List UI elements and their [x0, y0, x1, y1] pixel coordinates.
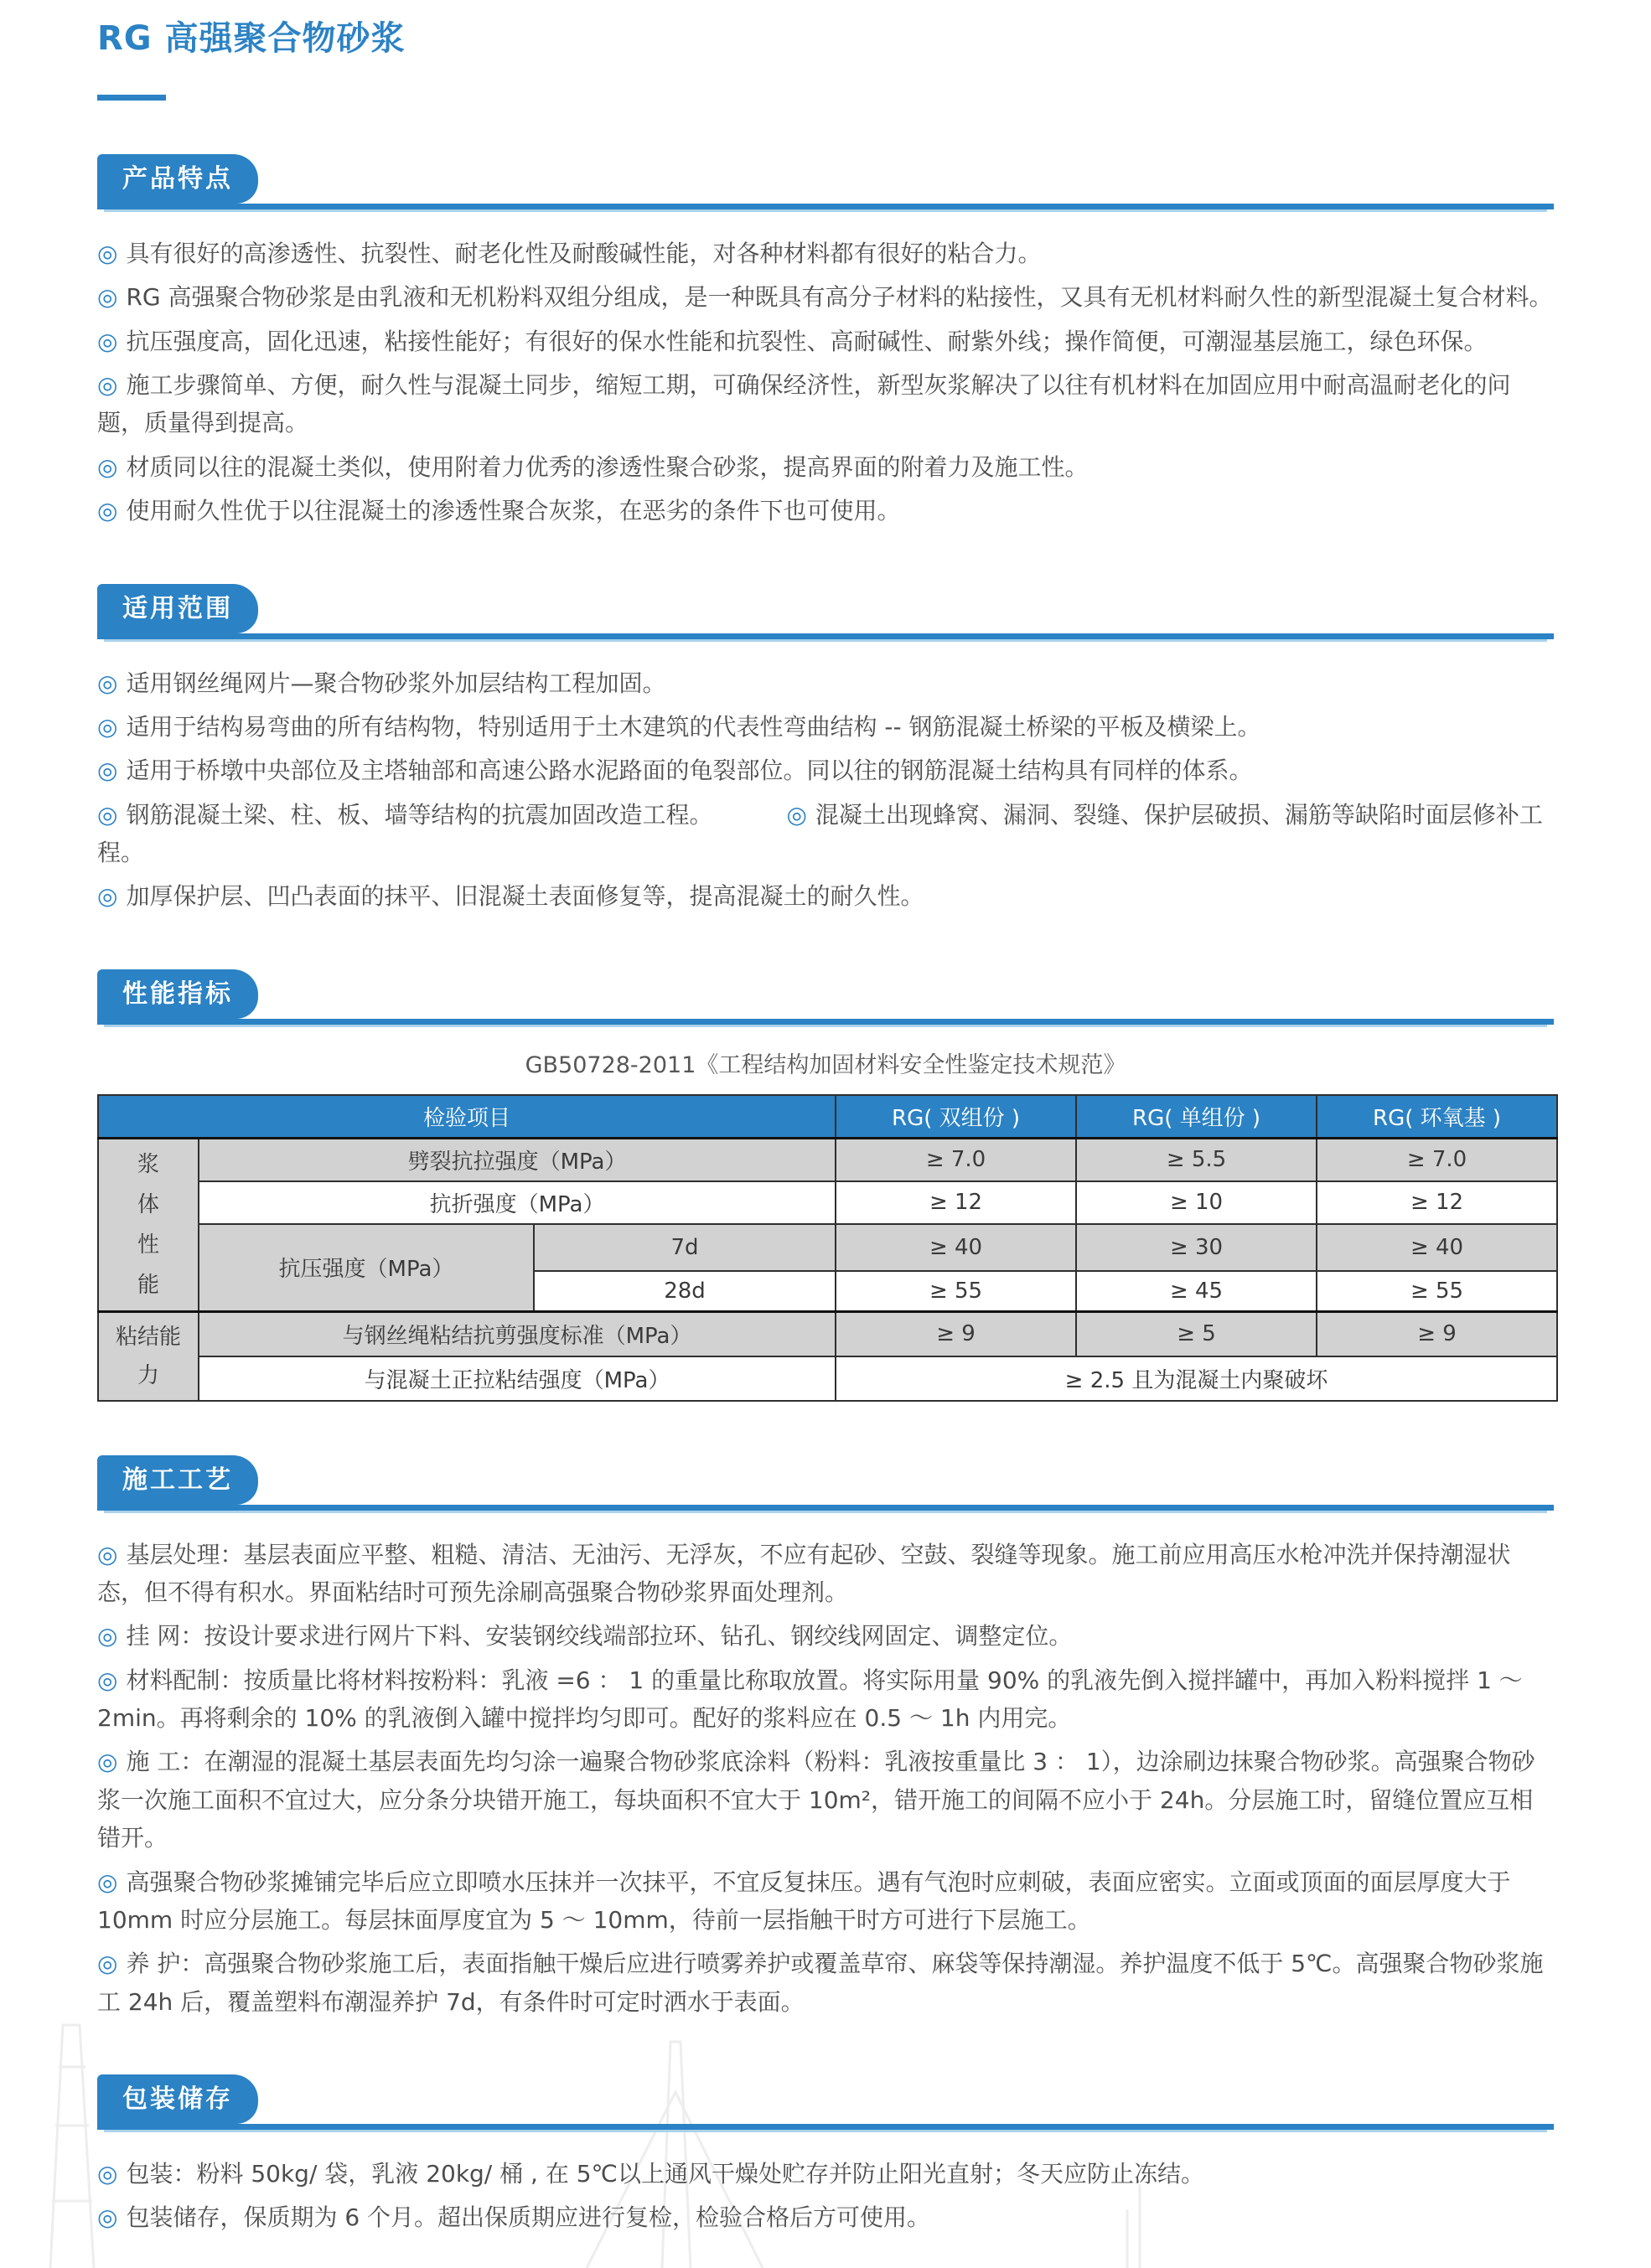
- header-cell-item: 检验项目: [98, 1095, 836, 1139]
- table-caption: GB50728-2011《工程结构加固材料安全性鉴定技术规范》: [525, 1051, 1126, 1078]
- bullet-icon: ◎: [97, 712, 118, 741]
- section-header-rule: [97, 1455, 1554, 1511]
- value-cell: ≥ 55: [1317, 1271, 1557, 1311]
- list-item: [97, 323, 1554, 360]
- bullet-icon: ◎: [97, 669, 118, 697]
- list-item: [97, 708, 1554, 746]
- sub-cell: 7d: [534, 1224, 836, 1272]
- row-name-cell: 抗折强度（MPa）: [199, 1181, 836, 1224]
- section-badge-packaging: 包装储存: [97, 2074, 258, 2124]
- list-item: [97, 664, 1554, 702]
- list-item: [97, 235, 1554, 272]
- list-item-text: 施工步骤简单、方便，耐久性与混凝土同步，缩短工期，可确保经济性，新型灰浆解决了以往有机材料在加固应用中耐高温耐老化的问题，质量得到提高。: [97, 371, 1511, 437]
- list-item: [97, 278, 1554, 316]
- header-cell-rg-one: RG( 单组份 ): [1076, 1095, 1317, 1139]
- list-item: [97, 1617, 1554, 1655]
- row-name-cell: 劈裂抗拉强度（MPa）: [199, 1138, 836, 1181]
- bullet-icon: ◎: [97, 1748, 118, 1776]
- bullet-icon: ◎: [97, 240, 118, 267]
- list-item: [97, 2198, 1554, 2236]
- header-cell-rg-epoxy: RG( 环氧基 ): [1317, 1095, 1557, 1139]
- list-item-text: 挂 网：按设计要求进行网片下料、安装钢绞线端部拉环、钻孔、钢绞线网固定、调整定位。: [126, 1622, 1073, 1651]
- list-item: [97, 2155, 1554, 2193]
- bullet-icon: ◎: [97, 800, 118, 829]
- bullet-icon: ◎: [97, 757, 118, 785]
- list-item-text: 包装储存，保质期为 6 个月。超出保质期应进行复检，检验合格后方可使用。: [126, 2203, 931, 2232]
- table-row: [98, 1224, 1557, 1272]
- list-item: [97, 877, 1554, 915]
- bullet-icon: ◎: [97, 371, 118, 400]
- features-list: [97, 235, 1554, 530]
- table-row: [98, 1181, 1557, 1224]
- group-cell-slurry: 浆体性能: [98, 1138, 199, 1311]
- value-cell: ≥ 5.5: [1076, 1138, 1317, 1181]
- bullet-icon: ◎: [97, 1950, 118, 1978]
- table-header-row: [98, 1095, 1557, 1139]
- list-item: [97, 1945, 1554, 2021]
- value-cell: ≥ 5: [1076, 1311, 1317, 1356]
- bullet-icon: ◎: [97, 1666, 118, 1694]
- section-process: [97, 1455, 1554, 2021]
- performance-table: [97, 1094, 1558, 1402]
- row-name-cell: 与混凝土正拉粘结强度（MPa）: [199, 1356, 836, 1401]
- list-item-text: RG 高强聚合物砂浆是由乳液和无机粉料双组分组成，是一种既具有高分子材料的粘接性，又具有无机材料耐久性的新型混凝土复合材料。: [126, 283, 1553, 312]
- title-underline: [97, 95, 166, 101]
- bullet-icon: ◎: [97, 283, 118, 312]
- section-header-rule: [97, 969, 1554, 1025]
- section-badge-scope: 适用范围: [97, 584, 258, 633]
- value-cell: ≥ 12: [836, 1181, 1076, 1224]
- section-header-rule: [97, 584, 1554, 639]
- list-item-text: 高强聚合物砂浆摊铺完毕后应立即喷水压抹并一次抹平，不宜反复抹压。遇有气泡时应刺破，表面应密实。立面或顶面的面层厚度大于 10mm 时应分层施工。每层抹面厚度宜为 5 ～ 10mm，待前一层指触干时方可进行下层施工。: [97, 1868, 1511, 1934]
- bullet-icon: ◎: [97, 1622, 118, 1651]
- list-item-text: 适用于结构易弯曲的所有结构物，特别适用于土木建筑的代表性弯曲结构 -- 钢筋混凝土桥梁的平板及横梁上。: [126, 712, 1261, 741]
- row-name-cell: 与钢丝绳粘结抗剪强度标准（MPa）: [199, 1311, 836, 1356]
- section-badge-performance: 性能指标: [97, 969, 258, 1019]
- section-badge-process: 施工工艺: [97, 1455, 258, 1505]
- header-cell-rg-two: RG( 双组份 ): [836, 1095, 1076, 1139]
- list-item-text: 具有很好的高渗透性、抗裂性、耐老化性及耐酸碱性能，对各种材料都有很好的粘合力。: [126, 240, 1042, 267]
- value-cell: ≥ 7.0: [836, 1138, 1076, 1181]
- value-cell-span: ≥ 2.5 且为混凝土内聚破坏: [836, 1356, 1557, 1401]
- list-item-text: 材料配制：按质量比将材料按粉料：乳液 =6 ： 1 的重量比称取放置。将实际用量 90% 的乳液先倒入搅拌罐中，再加入粉料搅拌 1 ～ 2min。再将剩余的 10% 的乳液倒入罐中搅拌均匀即可。配好的浆料应在 0.5 ～ 1h 内用完。: [97, 1666, 1523, 1733]
- section-performance: [97, 969, 1554, 1402]
- list-item-text: 施 工：在潮湿的混凝土基层表面先均匀涂一遍聚合物砂浆底涂料（粉料：乳液按重量比 3 ： 1），边涂刷边抹聚合物砂浆。高强聚合物砂浆一次施工面积不宜过大，应分条分块错开施工，每块面积不宜大于 10m²，错开施工的间隔不应小于 24h。分层施工时，留缝位置应互相错开。: [97, 1748, 1535, 1852]
- section-packaging: [97, 2074, 1554, 2237]
- list-item-text: 适用于桥墩中央部位及主塔轴部和高速公路水泥路面的龟裂部位。同以往的钢筋混凝土结构具有同样的体系。: [126, 757, 1253, 785]
- list-item: [97, 1743, 1554, 1857]
- bullet-icon: ◎: [97, 1540, 118, 1568]
- page-title: RG 高强聚合物砂浆: [97, 19, 406, 58]
- list-item-text: 加厚保护层、凹凸表面的抹平、旧混凝土表面修复等，提高混凝土的耐久性。: [126, 882, 924, 911]
- list-item-text: 混凝土出现蜂窝、漏洞、裂缝、保护层破损、漏筋等缺陷时面层修补工程。: [97, 800, 1543, 866]
- value-cell: ≥ 40: [1317, 1224, 1557, 1272]
- list-item-text: 养 护：高强聚合物砂浆施工后，表面指触干燥后应进行喷雾养护或覆盖草帘、麻袋等保持潮湿。养护温度不低于 5℃。高强聚合物砂浆施工 24h 后，覆盖塑料布潮湿养护 7d，有条件时可定时洒水于表面。: [97, 1950, 1544, 2016]
- list-item-text: 基层处理：基层表面应平整、粗糙、清洁、无油污、无浮灰，不应有起砂、空鼓、裂缝等现象。施工前应用高压水枪冲洗并保持潮湿状态，但不得有积水。界面粘结时可预先涂刷高强聚合物砂浆界面处理剂。: [97, 1540, 1511, 1607]
- sub-cell: 28d: [534, 1271, 836, 1311]
- packaging-list: [97, 2155, 1554, 2237]
- list-item: [97, 1863, 1554, 1940]
- bullet-icon: ◎: [97, 327, 118, 355]
- value-cell: ≥ 40: [836, 1224, 1076, 1272]
- list-item: [97, 752, 1554, 789]
- list-item-text: 包装：粉料 50kg/ 袋，乳液 20kg/ 桶 , 在 5℃以上通风干燥处贮存并防止阳光直射；冬天应防止冻结。: [126, 2159, 1205, 2188]
- row-name-cell: 抗压强度（MPa）: [199, 1224, 534, 1312]
- bullet-icon: ◎: [97, 2159, 118, 2188]
- bullet-icon: ◎: [97, 2203, 118, 2232]
- section-scope: [97, 584, 1554, 916]
- value-cell: ≥ 9: [836, 1311, 1076, 1356]
- list-item: [97, 366, 1554, 442]
- bullet-icon: ◎: [97, 497, 118, 525]
- table-row: [98, 1138, 1557, 1181]
- section-header-rule: [97, 154, 1554, 209]
- section-badge-features: 产品特点: [97, 154, 258, 204]
- section-header-rule: [97, 2074, 1554, 2130]
- bullet-icon: ◎: [786, 800, 807, 829]
- list-item-text: 材质同以往的混凝土类似，使用附着力优秀的渗透性聚合砂浆，提高界面的附着力及施工性。: [126, 452, 1089, 481]
- section-features: [97, 154, 1554, 530]
- list-item: [97, 448, 1554, 486]
- list-item: [97, 1536, 1554, 1612]
- value-cell: ≥ 30: [1076, 1224, 1317, 1272]
- bullet-icon: ◎: [97, 882, 118, 911]
- value-cell: ≥ 55: [836, 1271, 1076, 1311]
- scope-list: [97, 664, 1554, 916]
- list-item-text: 钢筋混凝土梁、柱、板、墙等结构的抗震加固改造工程。: [126, 800, 713, 829]
- process-list: [97, 1536, 1554, 2021]
- bullet-icon: ◎: [97, 452, 118, 481]
- value-cell: ≥ 7.0: [1317, 1138, 1557, 1181]
- list-item-double: [97, 796, 1554, 872]
- list-item: [97, 1661, 1554, 1738]
- list-item-text: 适用钢丝绳网片—聚合物砂浆外加层结构工程加固。: [126, 669, 666, 697]
- value-cell: ≥ 9: [1317, 1311, 1557, 1356]
- value-cell: ≥ 10: [1076, 1181, 1317, 1224]
- table-row: [98, 1356, 1557, 1401]
- list-item-text: 抗压强度高，固化迅速，粘接性能好；有很好的保水性能和抗裂性、高耐碱性、耐紫外线；操作简便，可潮湿基层施工，绿色环保。: [126, 327, 1488, 355]
- value-cell: ≥ 12: [1317, 1181, 1557, 1224]
- table-row: [98, 1311, 1557, 1356]
- bullet-icon: ◎: [97, 1868, 118, 1896]
- value-cell: ≥ 45: [1076, 1271, 1317, 1311]
- group-cell-bond: 粘结能力: [98, 1311, 199, 1401]
- list-item: [97, 492, 1554, 530]
- list-item-text: 使用耐久性优于以往混凝土的渗透性聚合灰浆，在恶劣的条件下也可使用。: [126, 497, 901, 525]
